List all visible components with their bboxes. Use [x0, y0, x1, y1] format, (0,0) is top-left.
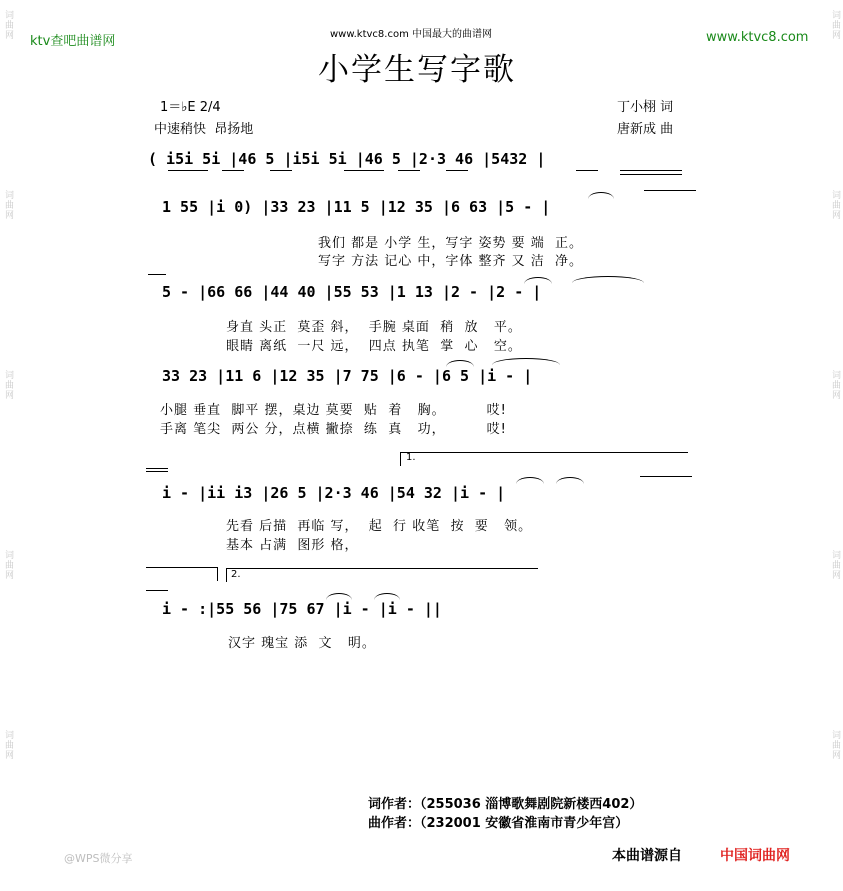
tie-line [146, 590, 168, 591]
left-watermark-5: 词曲网 [3, 730, 13, 760]
lyrics-line-4-verse-1: 小腿 垂直 脚平 摆，桌边 莫要 贴 着 胸。 哎! [160, 403, 507, 418]
score-line-1: ( i5i 5i |46 5 |i5i 5i |46 5 |2·3 46 |5432 | [148, 150, 546, 168]
left-watermark-2: 词曲网 [3, 190, 13, 220]
tie-line [146, 471, 168, 472]
score-line-2: 1 55 |i 0) |33 23 |11 5 |12 35 |6 63 |5 - | [162, 198, 551, 216]
left-watermark-1: 词曲网 [3, 10, 13, 40]
underline [270, 170, 292, 171]
lyrics-line-3-verse-1: 身直 头正 莫歪 斜， 手腕 桌面 稍 放 平。 [226, 320, 522, 335]
slur [492, 358, 560, 365]
volta-1-end [217, 567, 218, 581]
slur [516, 477, 544, 484]
right-watermark-5: 词曲网 [830, 730, 840, 760]
underline [398, 170, 420, 171]
slur [572, 276, 644, 283]
score-line-5: i - |ii i3 |26 5 |2·3 46 |54 32 |i - | [162, 484, 506, 502]
source-site-link[interactable]: 中国词曲网 [720, 848, 790, 864]
left-watermark-3: 词曲网 [3, 370, 13, 400]
composer: 唐新成 曲 [617, 122, 674, 137]
song-title: 小学生写字歌 [318, 52, 516, 88]
lyrics-line-3-verse-2: 眼睛 离纸 一尺 远， 四点 执笔 掌 心 空。 [226, 339, 522, 354]
volta-1-line-continued [146, 567, 218, 568]
underline [168, 170, 208, 171]
slur [556, 477, 584, 484]
lyrics-line-2-verse-2: 写字 方法 记心 中，字体 整齐 又 洁 净。 [318, 254, 584, 269]
underline [222, 170, 244, 171]
underline [446, 170, 468, 171]
key-signature: 1＝♭E 2/4 [160, 100, 221, 115]
volta-2-bracket-side [226, 568, 227, 582]
slur [374, 593, 400, 600]
header-left-site[interactable]: ktv查吧曲谱网 [30, 34, 116, 49]
right-watermark-4: 词曲网 [830, 550, 840, 580]
underline [576, 170, 598, 171]
lyrics-line-2-verse-1: 我们 都是 小学 生，写字 姿势 要 端 正。 [318, 236, 584, 251]
left-watermark-4: 词曲网 [3, 550, 13, 580]
tie-line [644, 190, 696, 191]
lyrics-line-5-verse-2: 基本 占满 图形 格， [226, 538, 359, 553]
volta-1-bracket-side [400, 452, 401, 466]
right-watermark-2: 词曲网 [830, 190, 840, 220]
composer-address: 曲作者：（232001 安徽省淮南市青少年宫） [368, 816, 629, 831]
double-underline [620, 174, 682, 175]
lyrics-line-5-verse-1: 先看 后描 再临 写， 起 行 收笔 按 要 领。 [226, 519, 533, 534]
slur [524, 277, 552, 284]
slur [326, 593, 352, 600]
header-right-site[interactable]: www.ktvc8.com [706, 30, 809, 45]
source-label: 本曲谱源自 [612, 848, 682, 864]
volta-1-bracket [400, 452, 688, 453]
score-line-4: 33 23 |11 6 |12 35 |7 75 |6 - |6 5 |i - | [162, 367, 533, 385]
volta-2-label: 2. [231, 569, 241, 580]
tie-line [640, 476, 692, 477]
lyricist-address: 词作者：（255036 淄博歌舞剧院新楼西402） [368, 797, 643, 812]
underline [344, 170, 384, 171]
lyrics-line-6: 汉字 瑰宝 添 文 明。 [228, 636, 376, 651]
tie-line [146, 468, 168, 469]
slur [588, 192, 614, 199]
score-line-3: 5 - |66 66 |44 40 |55 53 |1 13 |2 - |2 - | [162, 283, 542, 301]
volta-2-bracket [226, 568, 538, 569]
volta-1-label: 1. [406, 452, 416, 463]
header-center-site[interactable]: www.ktvc8.com 中国最大的曲谱网 [330, 29, 493, 40]
lyricist: 丁小栩 词 [617, 100, 674, 115]
underline [620, 170, 682, 171]
tie-line [148, 274, 166, 275]
lyrics-line-4-verse-2: 手离 笔尖 两公 分，点横 撇捺 练 真 功， 哎! [160, 422, 507, 437]
slur [446, 360, 474, 367]
wps-share-label: @WPS微分享 [64, 852, 133, 865]
right-watermark-3: 词曲网 [830, 370, 840, 400]
right-watermark-1: 词曲网 [830, 10, 840, 40]
score-line-6: i - :|55 56 |75 67 |i - |i - || [162, 600, 442, 618]
tempo-marking: 中速稍快 昂扬地 [154, 122, 254, 137]
